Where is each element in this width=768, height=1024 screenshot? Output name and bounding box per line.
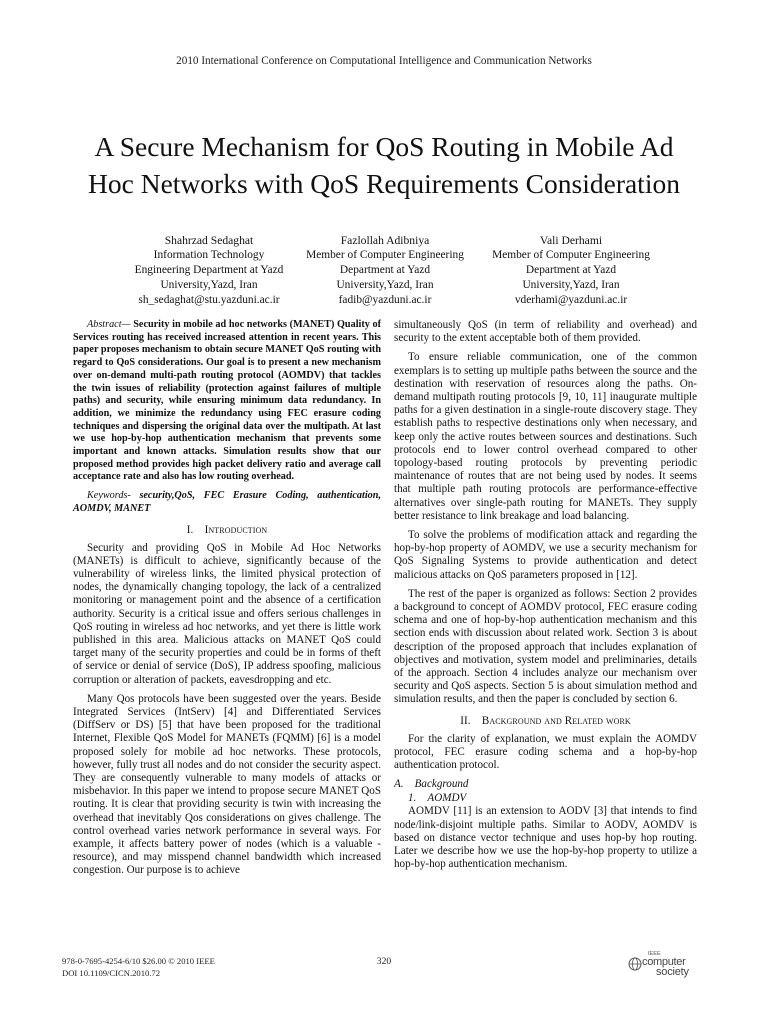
abstract-text: Security in mobile ad hoc networks (MANET) Quality of Services routing has received increased attention in recent years. This paper proposes mechanism to obtain secure MANET QoS routing with regard to QoS considerations. Our goal is to present a new mechanism over on-demand multi-path routing protocol (AOMDV) that tackles the twin issues of reliability (protection against failures of multiple paths) and security, while ensuring minimum data redundancy. In addition, we minimize the redundancy using FEC erasure coding techniques and dispersing the original data over the multipath. At last we use hop-by-hop authentication mechanism that prevents some important and known attacks. Simulation results show that our proposed method provides high packet delivery ratio and average call acceptance rate and also has low routing overhead. xyxy=(73,319,381,483)
keywords-text: security,QoS, FEC Erasure Coding, authentication, AOMDV, MANET xyxy=(73,490,381,514)
globe-icon xyxy=(628,957,642,971)
title-line-1: A Secure Mechanism for QoS Routing in Mobile Ad xyxy=(94,131,674,162)
author-name: Vali Derhami xyxy=(539,234,603,247)
author-email: sh_sedaghat@stu.yazduni.ac.ir xyxy=(138,294,280,306)
paragraph-paper-organization: The rest of the paper is organized as follows: Section 2 provides a background to concept of AOMDV protocol, FEC erasure coding schema and one of hop-by-hop authentication mechanism and this section ends with discussion about related work. Section 3 is about description of the proposed approach that includes explanation of objectives and motivation, system model and preliminaries, details of the approach. Section 4 includes analyze our mechanism over security and QoS aspects. Section 5 is about simulation method and simulation results, and then the paper is concluded by section 6. xyxy=(394,587,697,706)
author-affiliation: Department at Yazd xyxy=(339,264,431,276)
left-column xyxy=(73,319,381,884)
subsection-heading-background: A. Background xyxy=(394,778,469,791)
section-heading-introduction: I. Introduction xyxy=(186,523,268,536)
footer-doi: DOI 10.1109/CICN.2010.72 xyxy=(62,968,161,978)
author-affiliation: University,Yazd, Iran xyxy=(336,279,434,291)
author-affiliation: University,Yazd, Iran xyxy=(522,279,620,291)
author-email: vderhami@yazduni.ac.ir xyxy=(514,294,628,306)
author-affiliation: Information Technology xyxy=(153,249,265,261)
author-affiliation: Engineering Department at Yazd xyxy=(134,264,284,276)
author-name: Shahrzad Sedaghat xyxy=(164,234,254,247)
paragraph-reliable-communication: To ensure reliable communication, one of the common exemplars is to setting up multiple paths between the source and the destination with reservation of resources along the paths. On-demand multipath routing protocols [9, 10, 11] inaugurate multiple paths for a given destination in a single-route discovery stage. They establish paths to respective destinations only when necessary, and keep only the active routes between sources and destinations. Such protocols end to lower control overhead compared to other topology-based routing protocols by preventing periodic maintenance of routes that are not being used by nodes. It seems that multiple path routing protocols are performance-effective alternatives over single-path routing for MANETs. They supply better resistance to link breakage and load balancing. xyxy=(394,351,697,522)
author-3 xyxy=(471,233,671,308)
paragraph-continued: simultaneously QoS (in term of reliability and overhead) and security to the extent acceptable both of them provided. xyxy=(394,319,697,345)
intro-paragraph-2: Many Qos protocols have been suggested over the years. Beside Integrated Services (IntServ) [4] and Differentiated Services (DiffServ or DS) [5] that have been proposed for the traditional Internet, Flexible QoS Model for MANETs (FQMM) [6] is a model proposed solely for mobile ad hoc networks. These protocols, however, fully trust all nodes and do not consider the security aspect. They are consequently vulnerable to many models of attacks or misbehavior. In this paper we intend to propose secure MANET QoS routing. It is clear that providing security is twin with increasing the overhead that inevitably Qos considerations on gives challenge. The control overhead varies network performance in several ways. For example, it affects battery power of nodes (which is a valuable -resource), and may misspend channel bandwidth which increased congestion. Our purpose is to achieve xyxy=(73,692,381,877)
abstract-label: Abstract— xyxy=(87,319,131,330)
footer-isbn: 978-0-7695-4254-6/10 $26.00 © 2010 IEEE xyxy=(62,956,215,966)
title-line-2: Hoc Networks with QoS Requirements Consideration xyxy=(88,168,680,199)
author-email: fadib@yazduni.ac.ir xyxy=(338,294,432,306)
author-affiliation: Member of Computer Engineering xyxy=(306,249,464,261)
paragraph-clarity: For the clarity of explanation, we must explain the AOMDV protocol, FEC erasure coding schema and a hop-by-hop authentication protocol. xyxy=(394,732,697,772)
keywords-label: Keywords- xyxy=(87,490,131,502)
subsubsection-heading-aomdv: 1. AOMDV xyxy=(408,792,467,805)
paper-title xyxy=(40,128,728,202)
conference-header: 2010 International Conference on Computational Intelligence and Communication Networks xyxy=(176,55,592,67)
logo-computer-text: computer xyxy=(642,956,686,968)
author-2 xyxy=(285,233,485,308)
author-affiliation: Member of Computer Engineering xyxy=(492,249,650,261)
paragraph-solve-problems: To solve the problems of modification attack and regarding the hop-by-hop property of AOMDV, we use a security mechanism for QoS Signaling Systems to provide authentication and detect malicious attacks on QoS parameters proposed in [12]. xyxy=(394,529,697,581)
ieee-computer-society-logo xyxy=(628,951,712,981)
right-column xyxy=(394,319,697,877)
intro-paragraph-1: Security and providing QoS in Mobile Ad Hoc Networks (MANETs) is difficult to achieve, significantly because of the vulnerability of wireless links, the limited physical protection of nodes, the dynamically changing topology, the lack of a centralized monitoring or management point and the absence of a certification authority. Security is a critical issue and offers serious challenges in QoS routing in wireless ad hoc networks, and yet there is little work published in this area. Malicious attacks on MANET QoS could target many of the security properties and could be in forms of theft of service or denial of service (DoS), IP address spoofing, malicious corruption or alteration of packets, eavesdropping and etc. xyxy=(73,541,381,686)
keywords xyxy=(73,490,381,515)
paragraph-aomdv: AOMDV [11] is an extension to AODV [3] that intends to find node/link-disjoint multiple paths. Similar to AODV, AOMDV is based on distance vector technique and uses hop-by hop routing. Later we describe how we use the hop-by-hop property to utilize a hop-by-hop authentication mechanism. xyxy=(394,805,697,871)
author-name: Fazlollah Adibniya xyxy=(340,234,430,247)
abstract xyxy=(73,319,381,484)
section-heading-background: II. Background and Related work xyxy=(460,714,631,727)
author-affiliation: Department at Yazd xyxy=(525,264,617,276)
page-number: 320 xyxy=(376,956,392,967)
logo-society-text: society xyxy=(656,966,689,978)
author-affiliation: University,Yazd, Iran xyxy=(160,279,258,291)
logo-ieee-text: IEEE xyxy=(648,951,661,957)
